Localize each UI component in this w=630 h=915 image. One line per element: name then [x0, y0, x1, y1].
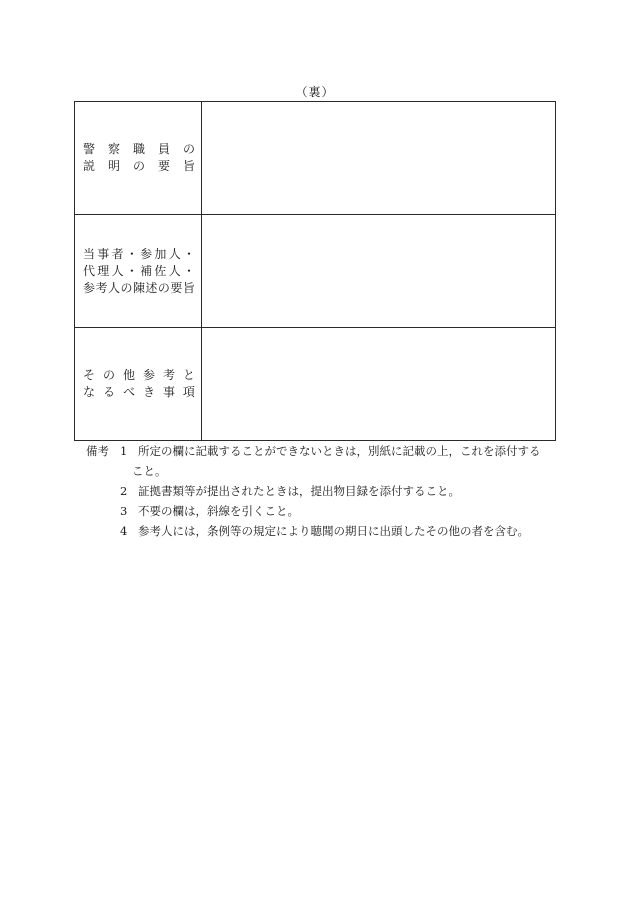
table-row: [75, 102, 556, 215]
note-indent: [86, 521, 120, 541]
label-line: [75, 141, 201, 158]
row-label-party-statements: [75, 215, 202, 328]
note-item: [86, 501, 556, 521]
label-char: 加: [154, 246, 167, 261]
label-char: 考: [95, 280, 108, 295]
label-char: 参: [142, 368, 155, 382]
label-char: き: [142, 385, 155, 399]
content-cell-other-matters[interactable]: [202, 328, 556, 441]
label-char: 職: [132, 142, 145, 156]
label-line: [75, 246, 201, 263]
note-text-line: 所定の欄に記載することができないときは，別紙に記載の上，これを添付する: [138, 444, 541, 458]
label-char: ・: [125, 246, 138, 261]
label-char: べ: [122, 385, 135, 399]
label-char: 説: [83, 159, 96, 173]
label-line: [75, 263, 201, 280]
label-char: ・: [182, 246, 195, 261]
label-char: 人: [111, 263, 124, 278]
remarks-section: [86, 441, 556, 541]
table-row: [75, 215, 556, 328]
label-char: 陳: [132, 280, 145, 295]
note-text-continuation: こと。: [132, 464, 167, 478]
note-indent: [86, 481, 120, 501]
label-char: 補: [140, 263, 153, 278]
label-char: 旨: [182, 159, 195, 173]
label-char: 人: [107, 280, 120, 295]
label-char: 参: [83, 280, 96, 295]
remarks-heading: 備考: [86, 444, 109, 458]
label-char: 理: [97, 263, 110, 278]
label-char: 人: [168, 246, 181, 261]
note-item: [86, 481, 556, 501]
label-char: 者: [111, 246, 124, 261]
table-row: [75, 328, 556, 441]
row-label-police-explanation: [75, 102, 202, 215]
note-text: 不要の欄は，斜線を引くこと。: [138, 504, 299, 518]
label-char: 要: [157, 159, 170, 173]
label-line: [75, 367, 201, 384]
note-text: [132, 441, 556, 481]
label-char: る: [102, 385, 115, 399]
label-char: 代: [83, 263, 96, 278]
label-char: な: [83, 385, 96, 399]
label-char: 明: [107, 159, 120, 173]
label-char: の: [157, 280, 170, 295]
label-char: の: [102, 368, 115, 382]
note-item: [86, 521, 556, 541]
label-char: 他: [122, 368, 135, 382]
label-line: [75, 384, 201, 401]
label-char: 事: [97, 246, 110, 261]
note-text: 証拠書類等が提出されたときは，提出物目録を添付すること。: [138, 484, 460, 498]
label-char: の: [120, 280, 133, 295]
note-text: 参考人には，条例等の規定により聴聞の期日に出頭したその他の者を含む。: [138, 524, 529, 538]
label-line: [75, 280, 201, 297]
label-char: 当: [83, 246, 96, 261]
label-char: 項: [182, 385, 195, 399]
note-indent: [86, 501, 120, 521]
label-char: 考: [162, 368, 175, 382]
label-char: ・: [182, 263, 195, 278]
label-char: 警: [83, 142, 96, 156]
label-char: の: [132, 159, 145, 173]
note-number: 3: [120, 504, 128, 518]
content-cell-police-explanation[interactable]: [202, 102, 556, 215]
label-char: の: [182, 142, 195, 156]
label-char: 旨: [182, 280, 195, 295]
note-number: 2: [120, 484, 128, 498]
label-line: [75, 158, 201, 175]
statement-form-table: [74, 101, 556, 441]
label-char: 員: [157, 142, 170, 156]
label-char: 事: [162, 385, 175, 399]
label-char: と: [182, 368, 195, 382]
label-char: ・: [125, 263, 138, 278]
page-side-label: （裏）: [295, 85, 335, 99]
content-cell-party-statements[interactable]: [202, 215, 556, 328]
label-char: そ: [83, 368, 96, 382]
label-char: 要: [170, 280, 183, 295]
note-number: 4: [120, 524, 128, 538]
note-item: [86, 441, 556, 481]
label-char: 参: [140, 246, 153, 261]
label-char: 佐: [154, 263, 167, 278]
row-label-other-matters: [75, 328, 202, 441]
label-char: 人: [168, 263, 181, 278]
label-char: 察: [107, 142, 120, 156]
note-number: 1: [120, 444, 128, 458]
label-char: 述: [145, 280, 158, 295]
